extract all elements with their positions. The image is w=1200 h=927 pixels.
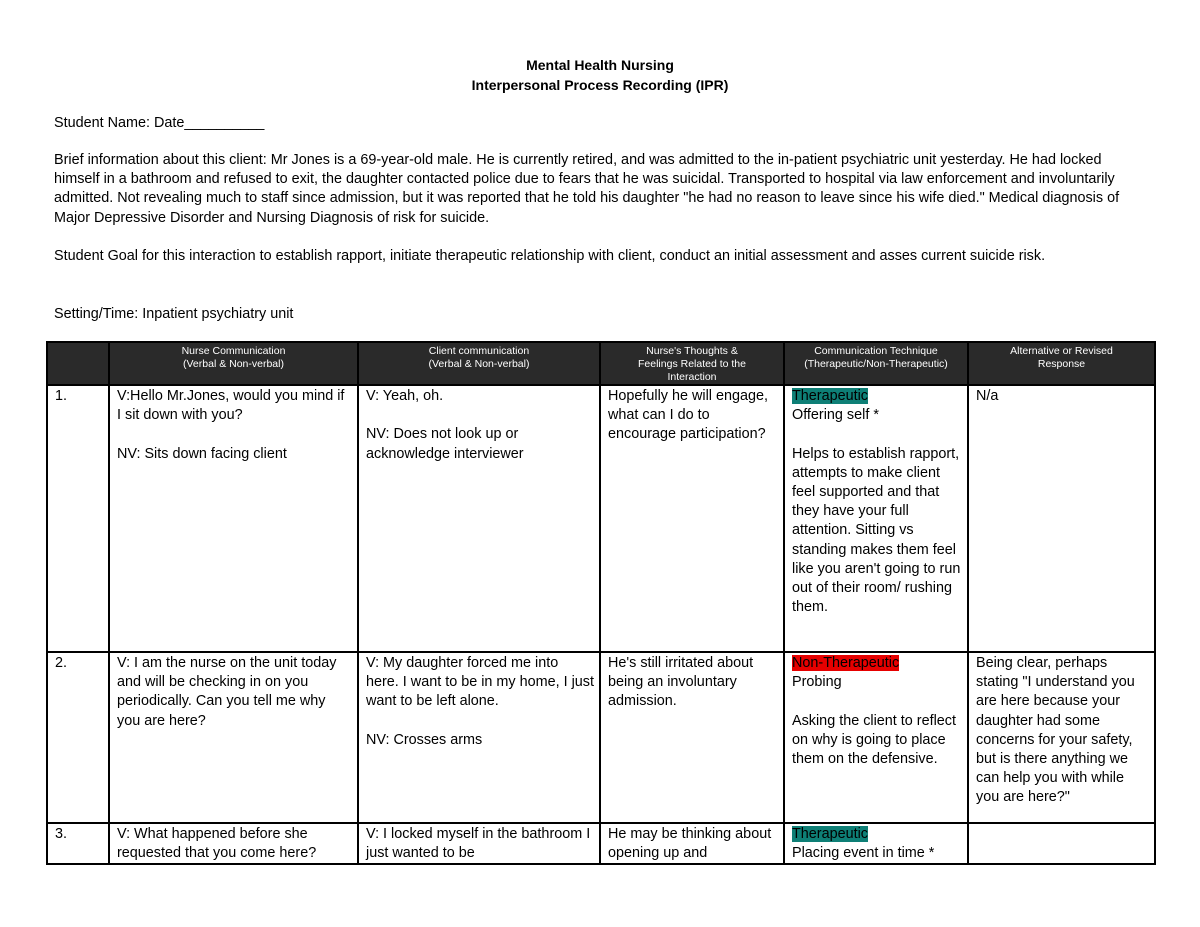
header-alternative-response	[968, 342, 1155, 385]
non-therapeutic-tag: Non-Therapeutic	[792, 655, 900, 671]
client-nonverbal: NV: Crosses arms	[366, 731, 483, 748]
header-text: Feelings Related to the	[638, 358, 746, 370]
nurse-thoughts-cell: Hopefully he will engage, what can I do to encourage participation?	[600, 385, 784, 652]
row-number: 2.	[47, 652, 109, 823]
document-subtitle: Interpersonal Process Recording (IPR)	[471, 77, 729, 93]
client-communication-cell	[358, 385, 600, 652]
setting-time-line: Setting/Time: Inpatient psychiatry unit	[54, 306, 294, 322]
header-communication-technique	[784, 342, 968, 385]
technique-note: Asking the client to reflect on why is going to place them on the defensive.	[792, 712, 956, 767]
nurse-thoughts-cell: He's still irritated about being an involuntary admission.	[600, 652, 784, 823]
client-verbal: V: I locked myself in the bathroom I just wanted to be	[366, 826, 591, 862]
technique-cell	[784, 385, 968, 652]
nurse-nonverbal: NV: Sits down facing client	[117, 445, 287, 462]
brief-info-paragraph: Brief information about this client: Mr Jones is a 69-year-old male. He is currently retired, and was admitted to the in-patient psychiatric unit yesterday. He had locked himself in a bathroom and refused to exit, the daughter contacted police due to fears that he was suicidal. Transported to hospital via law enforcement and involuntarily admitted. Not revealing much to staff since admission, but it was reported that he told his daughter "he had no reason to leave since his wife died." Medical diagnosis of Major Depressive Disorder and Nursing Diagnosis of risk for suicide.	[54, 152, 1120, 226]
row-number: 3.	[47, 823, 109, 864]
technique-name: Probing	[792, 674, 842, 691]
technique-note: Helps to establish rapport, attempts to make client feel supported and that they have your full attention. Sitting vs standing makes them feel like you aren't going to run out of their room/ rushing them.	[792, 445, 961, 616]
nurse-verbal: V: I am the nurse on the unit today and will be checking in on you periodically. Can you tell me why you are here?	[117, 655, 337, 729]
header-text: (Verbal & Non-verbal)	[428, 358, 530, 370]
header-text: Client communication	[428, 345, 530, 357]
row-number: 1.	[47, 385, 109, 652]
nurse-communication-cell	[109, 652, 358, 823]
table-row	[47, 385, 1155, 652]
header-text: Alternative or Revised	[1010, 345, 1113, 357]
nurse-verbal: V: What happened before she requested that you come here?	[117, 826, 317, 862]
header-client-communication	[358, 342, 600, 385]
table-header-row	[47, 342, 1155, 385]
client-nonverbal: NV: Does not look up or acknowledge interviewer	[366, 426, 524, 462]
alternative-response-cell: N/a	[968, 385, 1155, 652]
nurse-thoughts-cell: He may be thinking about opening up and	[600, 823, 784, 864]
nurse-verbal: V:Hello Mr.Jones, would you mind if I sit down with you?	[117, 388, 345, 424]
technique-name: Offering self *	[792, 407, 879, 424]
header-text: (Verbal & Non-verbal)	[183, 358, 284, 370]
client-communication-cell	[358, 823, 600, 864]
nurse-communication-cell	[109, 823, 358, 864]
therapeutic-tag: Therapeutic	[792, 826, 868, 842]
header-text: (Therapeutic/Non-Therapeutic)	[804, 358, 948, 370]
header-text: Nurse Communication	[181, 345, 286, 357]
table-row	[47, 823, 1155, 864]
alternative-response-cell: Being clear, perhaps stating "I understand you are here because your daughter had some concerns for your safety, but is there anything we can help you with while you are here?"	[968, 652, 1155, 823]
nurse-communication-cell	[109, 385, 358, 652]
client-communication-cell	[358, 652, 600, 823]
header-nurse-communication	[109, 342, 358, 385]
header-text: Nurse's Thoughts &	[646, 345, 738, 357]
table-row	[47, 652, 1155, 823]
header-text: Interaction	[667, 371, 717, 383]
therapeutic-tag: Therapeutic	[792, 388, 868, 404]
student-goal-paragraph: Student Goal for this interaction to establish rapport, initiate therapeutic relationship with client, conduct an initial assessment and asses current suicide risk.	[54, 248, 1046, 264]
header-text: Response	[1037, 358, 1086, 370]
client-verbal: V: My daughter forced me into here. I want to be in my home, I just want to be left alone.	[366, 655, 594, 710]
header-number	[47, 342, 109, 385]
alternative-response-cell	[968, 823, 1155, 864]
header-nurse-thoughts	[600, 342, 784, 385]
client-verbal: V: Yeah, oh.	[366, 388, 444, 404]
student-name-line: Student Name: Date__________	[54, 115, 265, 131]
technique-cell	[784, 823, 968, 864]
document-title: Mental Health Nursing	[526, 57, 674, 73]
technique-cell	[784, 652, 968, 823]
ipr-table	[46, 341, 1156, 865]
technique-name: Placing event in time *	[792, 845, 935, 862]
header-text: Communication Technique	[814, 345, 938, 357]
